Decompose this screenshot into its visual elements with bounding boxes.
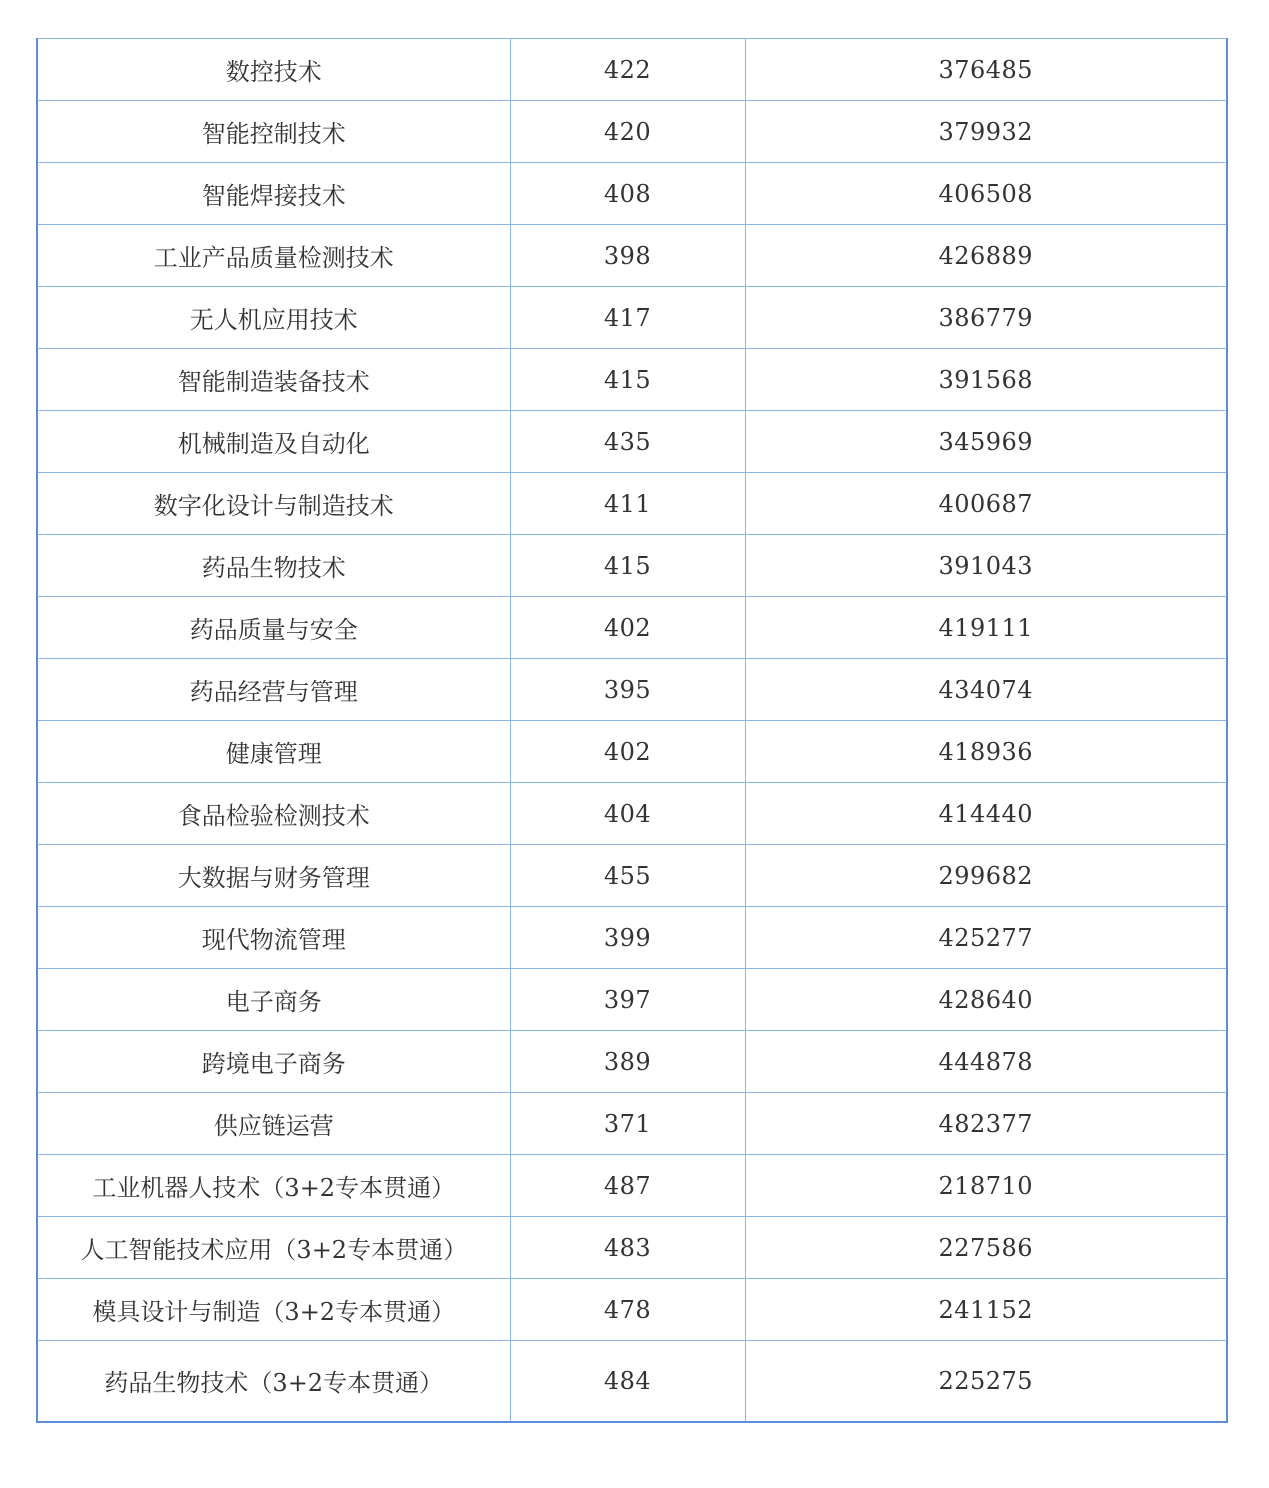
rank-cell: 426889 bbox=[745, 225, 1226, 287]
table-row bbox=[38, 659, 1226, 721]
table-row bbox=[38, 535, 1226, 597]
major-cell: 药品生物技术 bbox=[38, 535, 510, 597]
score-cell: 415 bbox=[510, 349, 745, 411]
rank-cell: 434074 bbox=[745, 659, 1226, 721]
major-cell: 智能焊接技术 bbox=[38, 163, 510, 225]
rank-cell: 376485 bbox=[745, 39, 1226, 101]
major-cell: 电子商务 bbox=[38, 969, 510, 1031]
rank-cell: 299682 bbox=[745, 845, 1226, 907]
score-cell: 402 bbox=[510, 721, 745, 783]
score-cell: 402 bbox=[510, 597, 745, 659]
rank-cell: 218710 bbox=[745, 1155, 1226, 1217]
score-cell: 417 bbox=[510, 287, 745, 349]
table-row bbox=[38, 1093, 1226, 1155]
table-row bbox=[38, 597, 1226, 659]
score-cell: 420 bbox=[510, 101, 745, 163]
table-row bbox=[38, 783, 1226, 845]
score-table bbox=[38, 38, 1226, 1421]
major-cell: 大数据与财务管理 bbox=[38, 845, 510, 907]
major-cell: 模具设计与制造（3+2专本贯通） bbox=[38, 1279, 510, 1341]
rank-cell: 386779 bbox=[745, 287, 1226, 349]
major-cell: 智能控制技术 bbox=[38, 101, 510, 163]
major-cell: 药品经营与管理 bbox=[38, 659, 510, 721]
table-row bbox=[38, 1217, 1226, 1279]
score-cell: 487 bbox=[510, 1155, 745, 1217]
table-row bbox=[38, 101, 1226, 163]
score-cell: 484 bbox=[510, 1341, 745, 1421]
table-row bbox=[38, 39, 1226, 101]
table-row bbox=[38, 349, 1226, 411]
table-row bbox=[38, 845, 1226, 907]
major-cell: 工业机器人技术（3+2专本贯通） bbox=[38, 1155, 510, 1217]
major-cell: 人工智能技术应用（3+2专本贯通） bbox=[38, 1217, 510, 1279]
table-row bbox=[38, 969, 1226, 1031]
score-cell: 435 bbox=[510, 411, 745, 473]
score-cell: 415 bbox=[510, 535, 745, 597]
score-cell: 422 bbox=[510, 39, 745, 101]
major-cell: 供应链运营 bbox=[38, 1093, 510, 1155]
rank-cell: 227586 bbox=[745, 1217, 1226, 1279]
major-cell: 智能制造装备技术 bbox=[38, 349, 510, 411]
table-row bbox=[38, 1031, 1226, 1093]
major-cell: 数控技术 bbox=[38, 39, 510, 101]
score-cell: 399 bbox=[510, 907, 745, 969]
major-cell: 食品检验检测技术 bbox=[38, 783, 510, 845]
major-cell: 药品生物技术（3+2专本贯通） bbox=[38, 1341, 510, 1421]
major-cell: 数字化设计与制造技术 bbox=[38, 473, 510, 535]
table-row bbox=[38, 225, 1226, 287]
rank-cell: 400687 bbox=[745, 473, 1226, 535]
score-cell: 397 bbox=[510, 969, 745, 1031]
major-cell: 药品质量与安全 bbox=[38, 597, 510, 659]
table-row bbox=[38, 721, 1226, 783]
major-cell: 跨境电子商务 bbox=[38, 1031, 510, 1093]
major-cell: 工业产品质量检测技术 bbox=[38, 225, 510, 287]
score-cell: 389 bbox=[510, 1031, 745, 1093]
table-row bbox=[38, 1341, 1226, 1421]
score-cell: 395 bbox=[510, 659, 745, 721]
rank-cell: 345969 bbox=[745, 411, 1226, 473]
admission-score-table bbox=[36, 38, 1228, 1423]
rank-cell: 425277 bbox=[745, 907, 1226, 969]
table-row bbox=[38, 163, 1226, 225]
major-cell: 健康管理 bbox=[38, 721, 510, 783]
major-cell: 机械制造及自动化 bbox=[38, 411, 510, 473]
rank-cell: 379932 bbox=[745, 101, 1226, 163]
major-cell: 无人机应用技术 bbox=[38, 287, 510, 349]
score-cell: 408 bbox=[510, 163, 745, 225]
rank-cell: 406508 bbox=[745, 163, 1226, 225]
rank-cell: 241152 bbox=[745, 1279, 1226, 1341]
table-row bbox=[38, 411, 1226, 473]
table-row bbox=[38, 287, 1226, 349]
rank-cell: 414440 bbox=[745, 783, 1226, 845]
rank-cell: 419111 bbox=[745, 597, 1226, 659]
score-cell: 483 bbox=[510, 1217, 745, 1279]
rank-cell: 225275 bbox=[938, 1366, 1034, 1395]
score-cell: 371 bbox=[510, 1093, 745, 1155]
score-cell: 455 bbox=[510, 845, 745, 907]
table-row bbox=[38, 907, 1226, 969]
rank-cell: 428640 bbox=[745, 969, 1226, 1031]
table-body bbox=[38, 39, 1226, 1421]
rank-cell: 444878 bbox=[745, 1031, 1226, 1093]
rank-cell: 391568 bbox=[745, 349, 1226, 411]
rank-cell: 418936 bbox=[745, 721, 1226, 783]
score-cell: 411 bbox=[510, 473, 745, 535]
table-row bbox=[38, 473, 1226, 535]
table-row bbox=[38, 1279, 1226, 1341]
score-cell: 404 bbox=[510, 783, 745, 845]
table-row bbox=[38, 1155, 1226, 1217]
rank-cell: 391043 bbox=[745, 535, 1226, 597]
major-cell: 现代物流管理 bbox=[38, 907, 510, 969]
score-cell: 398 bbox=[510, 225, 745, 287]
score-cell: 478 bbox=[510, 1279, 745, 1341]
rank-cell: 482377 bbox=[745, 1093, 1226, 1155]
